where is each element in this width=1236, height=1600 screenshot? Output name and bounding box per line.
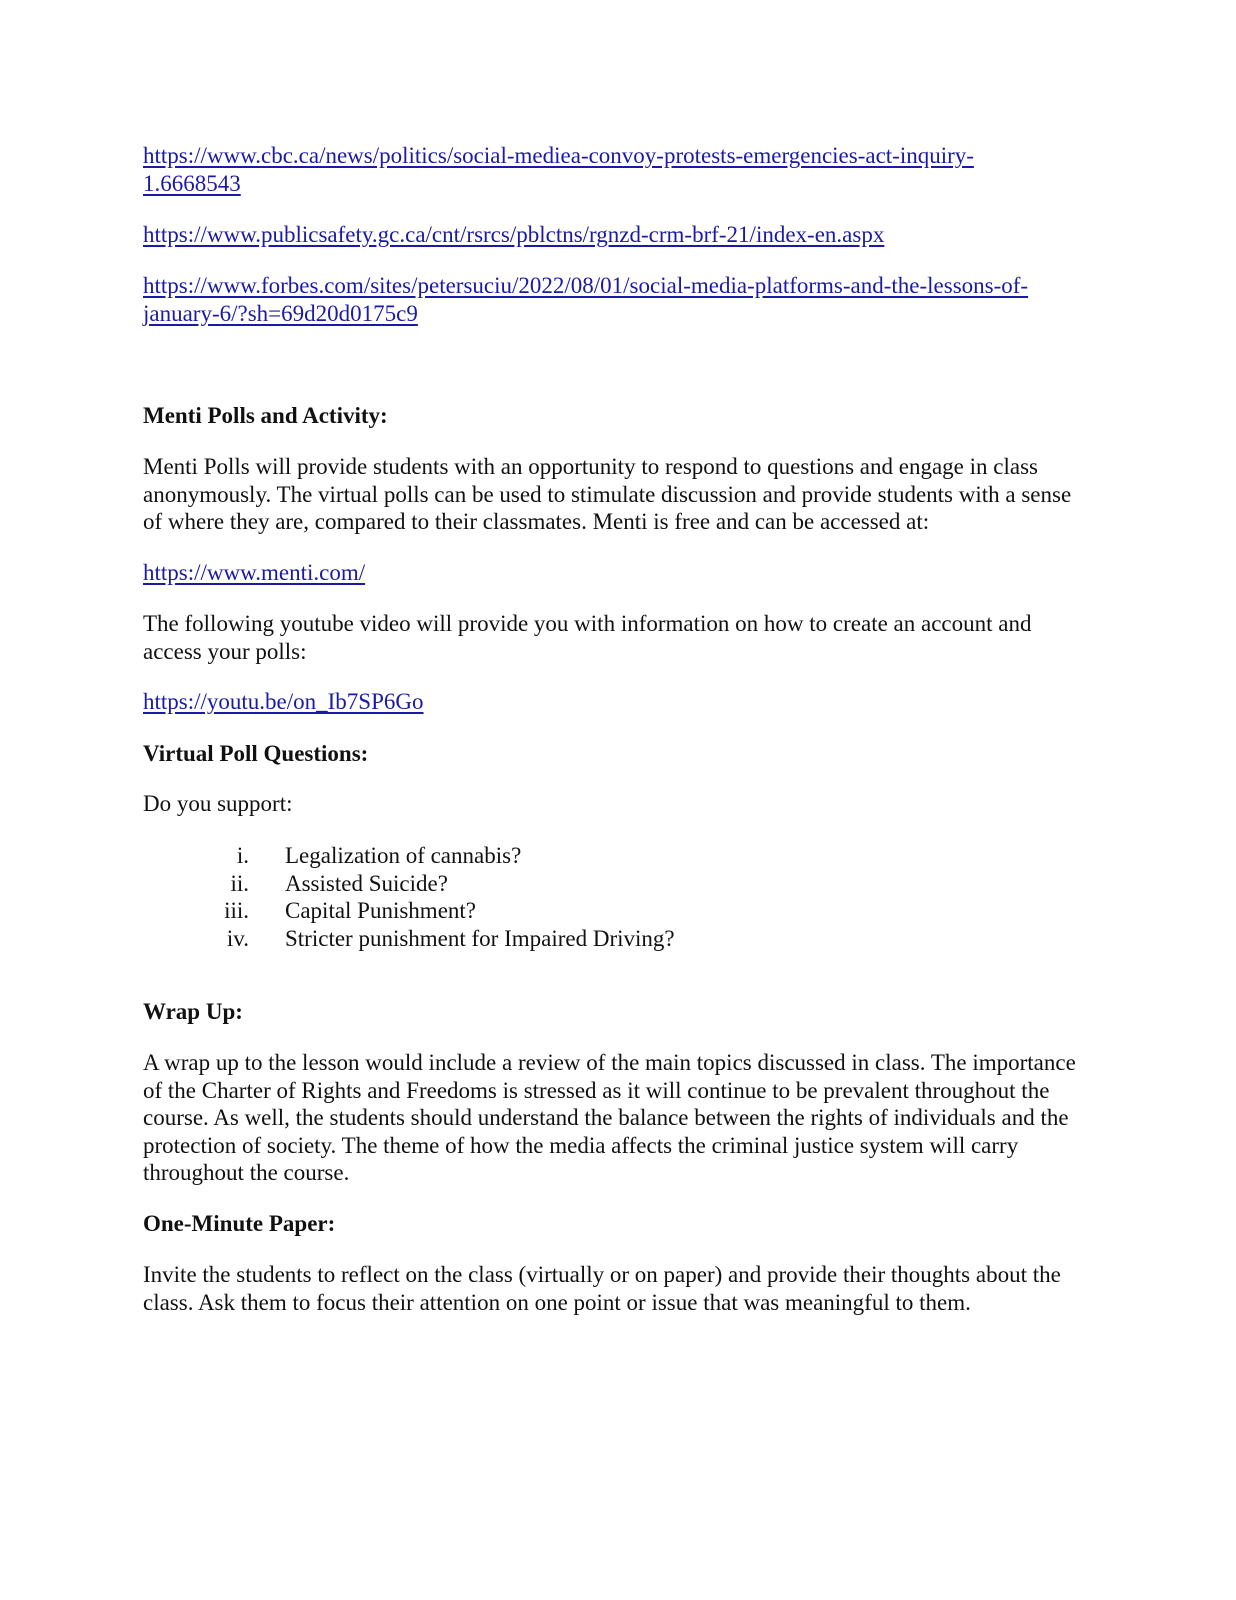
wrap-up-heading: Wrap Up: (143, 999, 243, 1024)
cbc-link-line-2[interactable]: 1.6668543 (143, 170, 241, 196)
one-minute-heading: One-Minute Paper: (143, 1211, 336, 1236)
menti-link[interactable]: https://www.menti.com/ (143, 560, 366, 585)
list-item (143, 897, 1043, 925)
cbc-link-line-1[interactable]: https://www.cbc.ca/news/politics/social-mediea-convoy-protests-emergencies-act-inquiry- (143, 143, 974, 168)
list-item-text: Stricter punishment for Impaired Driving? (285, 925, 675, 951)
wrap-up-paragraph: A wrap up to the lesson would include a review of the main topics discussed in class. The importance of the Charter of Rights and Freedoms is stressed as it will continue to be prevalent throughout the course. As well, the students should understand the balance between the rights of individuals and the protection of society. The theme of how the media affects the criminal justice system will carry throughout the course. (143, 1050, 1076, 1185)
list-item-number: i. (236, 843, 249, 868)
list-item-number: iii. (224, 898, 249, 923)
video-intro-paragraph: The following youtube video will provide you with information on how to create an account and access your polls: (143, 611, 1032, 664)
list-item (143, 870, 1043, 898)
list-item (143, 842, 1043, 870)
list-item-text: Legalization of cannabis? (285, 843, 522, 868)
youtube-video-link[interactable]: https://youtu.be/on_Ib7SP6Go (143, 689, 424, 714)
poll-question-list (143, 842, 1043, 952)
forbes-link-line-2[interactable]: january-6/?sh=69d20d0175c9 (143, 300, 418, 326)
list-item-text: Capital Punishment? (285, 898, 477, 923)
poll-heading: Virtual Poll Questions: (143, 741, 369, 766)
forbes-link-line-1[interactable]: https://www.forbes.com/sites/petersuciu/2022/08/01/social-media-platforms-and-the-lessons-of- (143, 273, 1029, 298)
cbc-link-paragraph (143, 142, 1093, 197)
list-item (143, 925, 1043, 953)
poll-intro: Do you support: (143, 791, 293, 816)
publicsafety-link-paragraph (143, 221, 1093, 249)
one-minute-paragraph: Invite the students to reflect on the class (virtually or on paper) and provide their thoughts about the class. Ask them to focus their attention on one point or issue that was meaningful to them. (143, 1262, 1061, 1315)
menti-link-paragraph (143, 559, 1093, 587)
list-item-number: ii. (230, 870, 249, 896)
forbes-link-paragraph (143, 272, 1093, 327)
list-item-text: Assisted Suicide? (285, 870, 448, 896)
video-link-paragraph (143, 688, 1093, 716)
publicsafety-link[interactable]: https://www.publicsafety.gc.ca/cnt/rsrcs/pblctns/rgnzd-crm-brf-21/index-en.aspx (143, 222, 885, 247)
menti-heading: Menti Polls and Activity: (143, 403, 388, 428)
menti-paragraph: Menti Polls will provide students with an opportunity to respond to questions and engage in class anonymously. The virtual polls can be used to stimulate discussion and provide students with a sense of where they are, compared to their classmates. Menti is free and can be accessed at: (143, 454, 1072, 534)
list-item-number: iv. (226, 925, 249, 951)
